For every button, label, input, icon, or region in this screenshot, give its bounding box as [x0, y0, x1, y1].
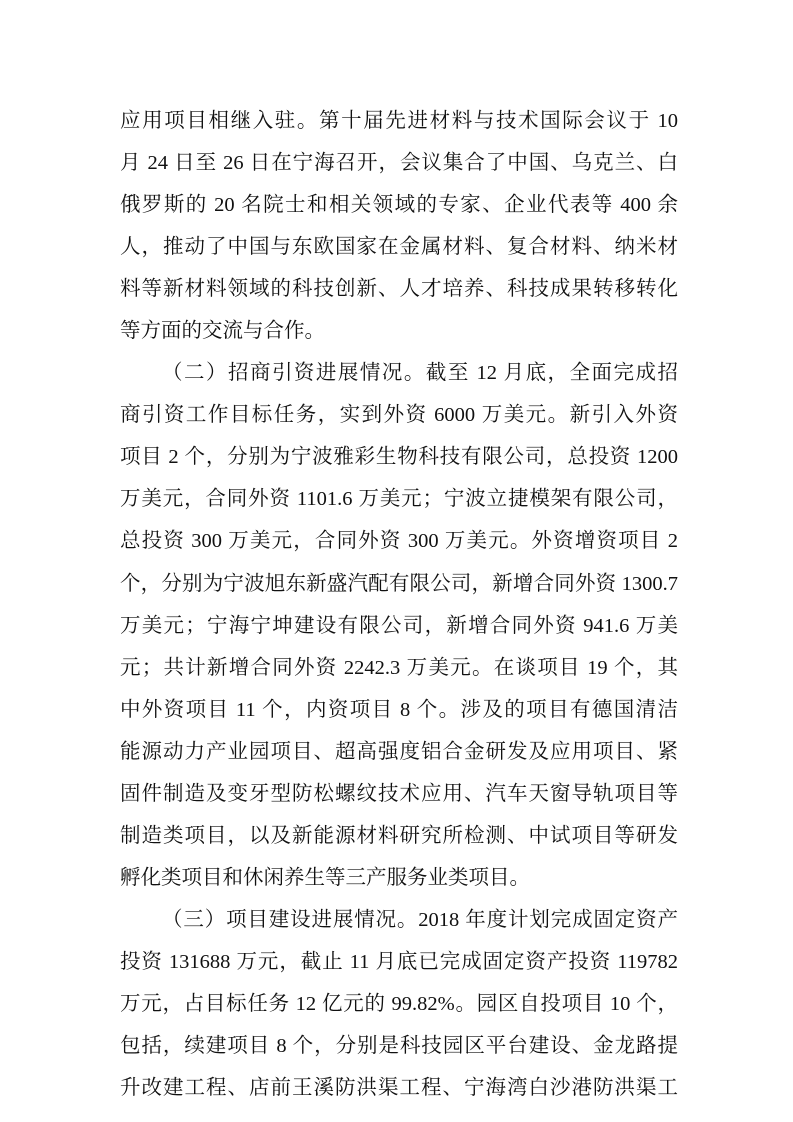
text-line: 升改建工程、店前王溪防洪渠工程、宁海湾白沙港防洪渠工	[120, 1077, 678, 1100]
text-line: 能源动力产业园项目、超高强度铝合金研发及应用项目、紧	[120, 740, 678, 763]
paragraph	[120, 352, 678, 899]
text-line: 万元，占目标任务 12 亿元的 99.82%。园区自投项目 10 个，	[120, 992, 678, 1015]
text-line: 个，分别为宁波旭东新盛汽配有限公司，新增合同外资 1300.7	[120, 572, 678, 595]
text-line: 万美元，合同外资 1101.6 万美元；宁波立捷模架有限公司，	[120, 488, 678, 511]
text-line: 包括，续建项目 8 个，分别是科技园区平台建设、金龙路提	[120, 1035, 678, 1058]
text-line: 固件制造及变牙型防松螺纹技术应用、汽车天窗导轨项目等	[120, 782, 678, 805]
text-line: 月 24 日至 26 日在宁海召开，会议集合了中国、乌克兰、白	[120, 152, 678, 175]
text-line: 总投资 300 万美元，合同外资 300 万美元。外资增资项目 2	[120, 530, 678, 553]
text-line: （三）项目建设进展情况。2018 年度计划完成固定资产	[162, 908, 678, 931]
text-line: 孵化类项目和休闲养生等三产服务业类项目。	[120, 866, 530, 889]
text-line: 料等新材料领域的科技创新、人才培养、科技成果转移转化	[120, 278, 678, 301]
text-line: 俄罗斯的 20 名院士和相关领域的专家、企业代表等 400 余	[120, 194, 678, 217]
text-line: 项目 2 个，分别为宁波雅彩生物科技有限公司，总投资 1200	[120, 446, 678, 469]
text-line: 人，推动了中国与东欧国家在金属材料、复合材料、纳米材	[120, 236, 678, 259]
paragraph	[120, 100, 678, 352]
text-line: 中外资项目 11 个，内资项目 8 个。涉及的项目有德国清洁	[120, 698, 678, 721]
text-line: （二）招商引资进展情况。截至 12 月底，全面完成招	[162, 362, 678, 385]
paragraph	[120, 899, 678, 1109]
text-line: 商引资工作目标任务，实到外资 6000 万美元。新引入外资	[120, 404, 678, 427]
text-line: 投资 131688 万元，截止 11 月底已完成固定资产投资 119782	[120, 950, 678, 973]
text-line: 元；共计新增合同外资 2242.3 万美元。在谈项目 19 个，其	[120, 656, 678, 679]
text-line: 应用项目相继入驻。第十届先进材料与技术国际会议于 10	[120, 110, 678, 132]
document-body	[120, 100, 678, 1109]
text-line: 等方面的交流与合作。	[120, 320, 325, 343]
text-line: 制造类项目，以及新能源材料研究所检测、中试项目等研发	[120, 824, 678, 847]
text-line: 万美元；宁海宁坤建设有限公司，新增合同外资 941.6 万美	[120, 614, 678, 637]
